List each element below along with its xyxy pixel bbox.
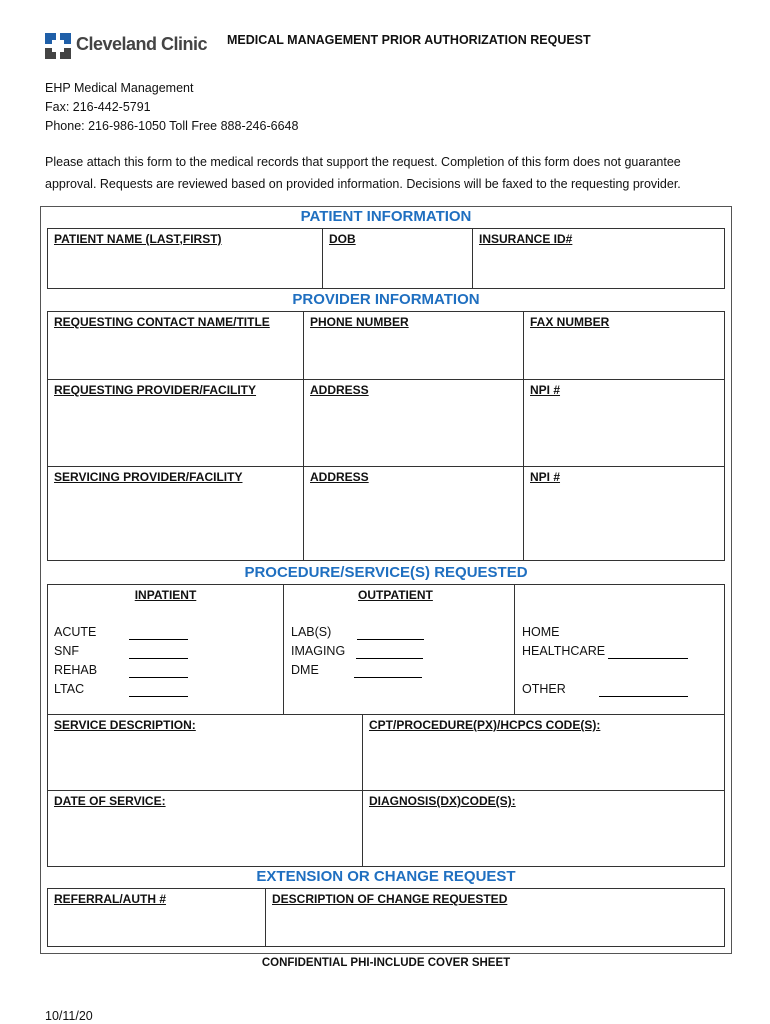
imaging-option[interactable] bbox=[291, 644, 345, 658]
diagnosis-code-field[interactable] bbox=[362, 790, 725, 867]
phone-number-field[interactable] bbox=[303, 311, 524, 380]
servicing-npi-field[interactable] bbox=[523, 466, 725, 561]
instructions-line-1: Please attach this form to the medical records that support the request. Completion of this form does not guarantee bbox=[45, 155, 681, 169]
other-label: OTHER bbox=[522, 682, 566, 696]
contact-name-field[interactable] bbox=[47, 311, 304, 380]
label: DME bbox=[291, 663, 319, 677]
label: REQUESTING PROVIDER/FACILITY bbox=[54, 383, 257, 397]
cpt-code-field[interactable] bbox=[362, 714, 725, 791]
phone: Phone: 216-986-1050 Toll Free 888-246-6648 bbox=[45, 119, 299, 133]
label: LTAC bbox=[54, 682, 85, 696]
label: PATIENT NAME (LAST,FIRST) bbox=[54, 232, 222, 246]
inpatient-heading: INPATIENT bbox=[134, 588, 197, 602]
label: REFERRAL/AUTH # bbox=[54, 892, 167, 906]
form-title: MEDICAL MANAGEMENT PRIOR AUTHORIZATION REQUEST bbox=[227, 33, 591, 47]
label: DESCRIPTION OF CHANGE REQUESTED bbox=[272, 892, 508, 906]
change-description-field[interactable] bbox=[265, 888, 725, 947]
org-name: EHP Medical Management bbox=[45, 81, 194, 95]
requesting-facility-field[interactable] bbox=[47, 379, 304, 467]
requesting-npi-field[interactable] bbox=[523, 379, 725, 467]
label: CPT/PROCEDURE(PX)/HCPCS CODE(S): bbox=[369, 718, 601, 732]
labs-blank[interactable] bbox=[357, 638, 424, 640]
instructions-line-2: approval. Requests are reviewed based on provided information. Decisions will be faxed to the requesting provider. bbox=[45, 177, 681, 191]
label: SERVICE DESCRIPTION: bbox=[54, 718, 196, 732]
label: SERVICING PROVIDER/FACILITY bbox=[54, 470, 243, 484]
other-blank[interactable] bbox=[599, 695, 688, 697]
rehab-blank[interactable] bbox=[129, 676, 188, 678]
label: INSURANCE ID# bbox=[479, 232, 573, 246]
acute-option[interactable] bbox=[54, 625, 96, 639]
confidential-note: CONFIDENTIAL PHI-INCLUDE COVER SHEET bbox=[261, 957, 511, 969]
label: DATE OF SERVICE: bbox=[54, 794, 166, 808]
label: FAX NUMBER bbox=[530, 315, 610, 329]
other-box bbox=[514, 584, 725, 715]
label: PHONE NUMBER bbox=[310, 315, 409, 329]
revision-date: 10/11/20 bbox=[45, 1009, 93, 1023]
imaging-blank[interactable] bbox=[356, 657, 423, 659]
label: NPI # bbox=[530, 383, 561, 397]
service-description-field[interactable] bbox=[47, 714, 363, 791]
labs-option[interactable] bbox=[291, 625, 331, 639]
servicing-address-field[interactable] bbox=[303, 466, 524, 561]
fax: Fax: 216-442-5791 bbox=[45, 100, 151, 114]
acute-blank[interactable] bbox=[129, 638, 188, 640]
outpatient-box bbox=[283, 584, 515, 715]
provider-section-title: PROVIDER INFORMATION bbox=[292, 291, 480, 308]
ltac-option[interactable] bbox=[54, 682, 84, 696]
ltac-blank[interactable] bbox=[129, 695, 188, 697]
snf-option[interactable] bbox=[54, 644, 79, 658]
label: ADDRESS bbox=[310, 383, 369, 397]
logo-text: Cleveland Clinic bbox=[76, 34, 208, 54]
referral-auth-field[interactable] bbox=[47, 888, 266, 947]
insurance-id-field[interactable] bbox=[472, 228, 725, 289]
patient-name-field[interactable] bbox=[47, 228, 323, 289]
home-healthcare-blank[interactable] bbox=[608, 657, 688, 659]
dme-option[interactable] bbox=[291, 663, 319, 677]
snf-blank[interactable] bbox=[129, 657, 188, 659]
label: LAB(S) bbox=[291, 625, 332, 639]
label: REHAB bbox=[54, 663, 98, 677]
dme-blank[interactable] bbox=[354, 676, 422, 678]
extension-section-title: EXTENSION OR CHANGE REQUEST bbox=[256, 868, 516, 885]
label: IMAGING bbox=[291, 644, 346, 658]
label: NPI # bbox=[530, 470, 561, 484]
dob-field[interactable] bbox=[322, 228, 473, 289]
label: DIAGNOSIS(DX)CODE(S): bbox=[369, 794, 516, 808]
healthcare-label: HEALTHCARE bbox=[522, 644, 606, 658]
servicing-facility-field[interactable] bbox=[47, 466, 304, 561]
procedure-section-title: PROCEDURE/SERVICE(S) REQUESTED bbox=[244, 564, 528, 581]
requesting-address-field[interactable] bbox=[303, 379, 524, 467]
patient-section-title: PATIENT INFORMATION bbox=[300, 208, 472, 225]
label: REQUESTING CONTACT NAME/TITLE bbox=[54, 315, 270, 329]
rehab-option[interactable] bbox=[54, 663, 97, 677]
date-of-service-field[interactable] bbox=[47, 790, 363, 867]
inpatient-box bbox=[47, 584, 284, 715]
fax-number-field[interactable] bbox=[523, 311, 725, 380]
label: ACUTE bbox=[54, 625, 97, 639]
label: DOB bbox=[329, 232, 356, 246]
outpatient-heading: OUTPATIENT bbox=[358, 588, 433, 602]
label: SNF bbox=[54, 644, 79, 658]
label: ADDRESS bbox=[310, 470, 369, 484]
home-label: HOME bbox=[522, 625, 560, 639]
cleveland-clinic-logo-icon bbox=[45, 33, 71, 59]
